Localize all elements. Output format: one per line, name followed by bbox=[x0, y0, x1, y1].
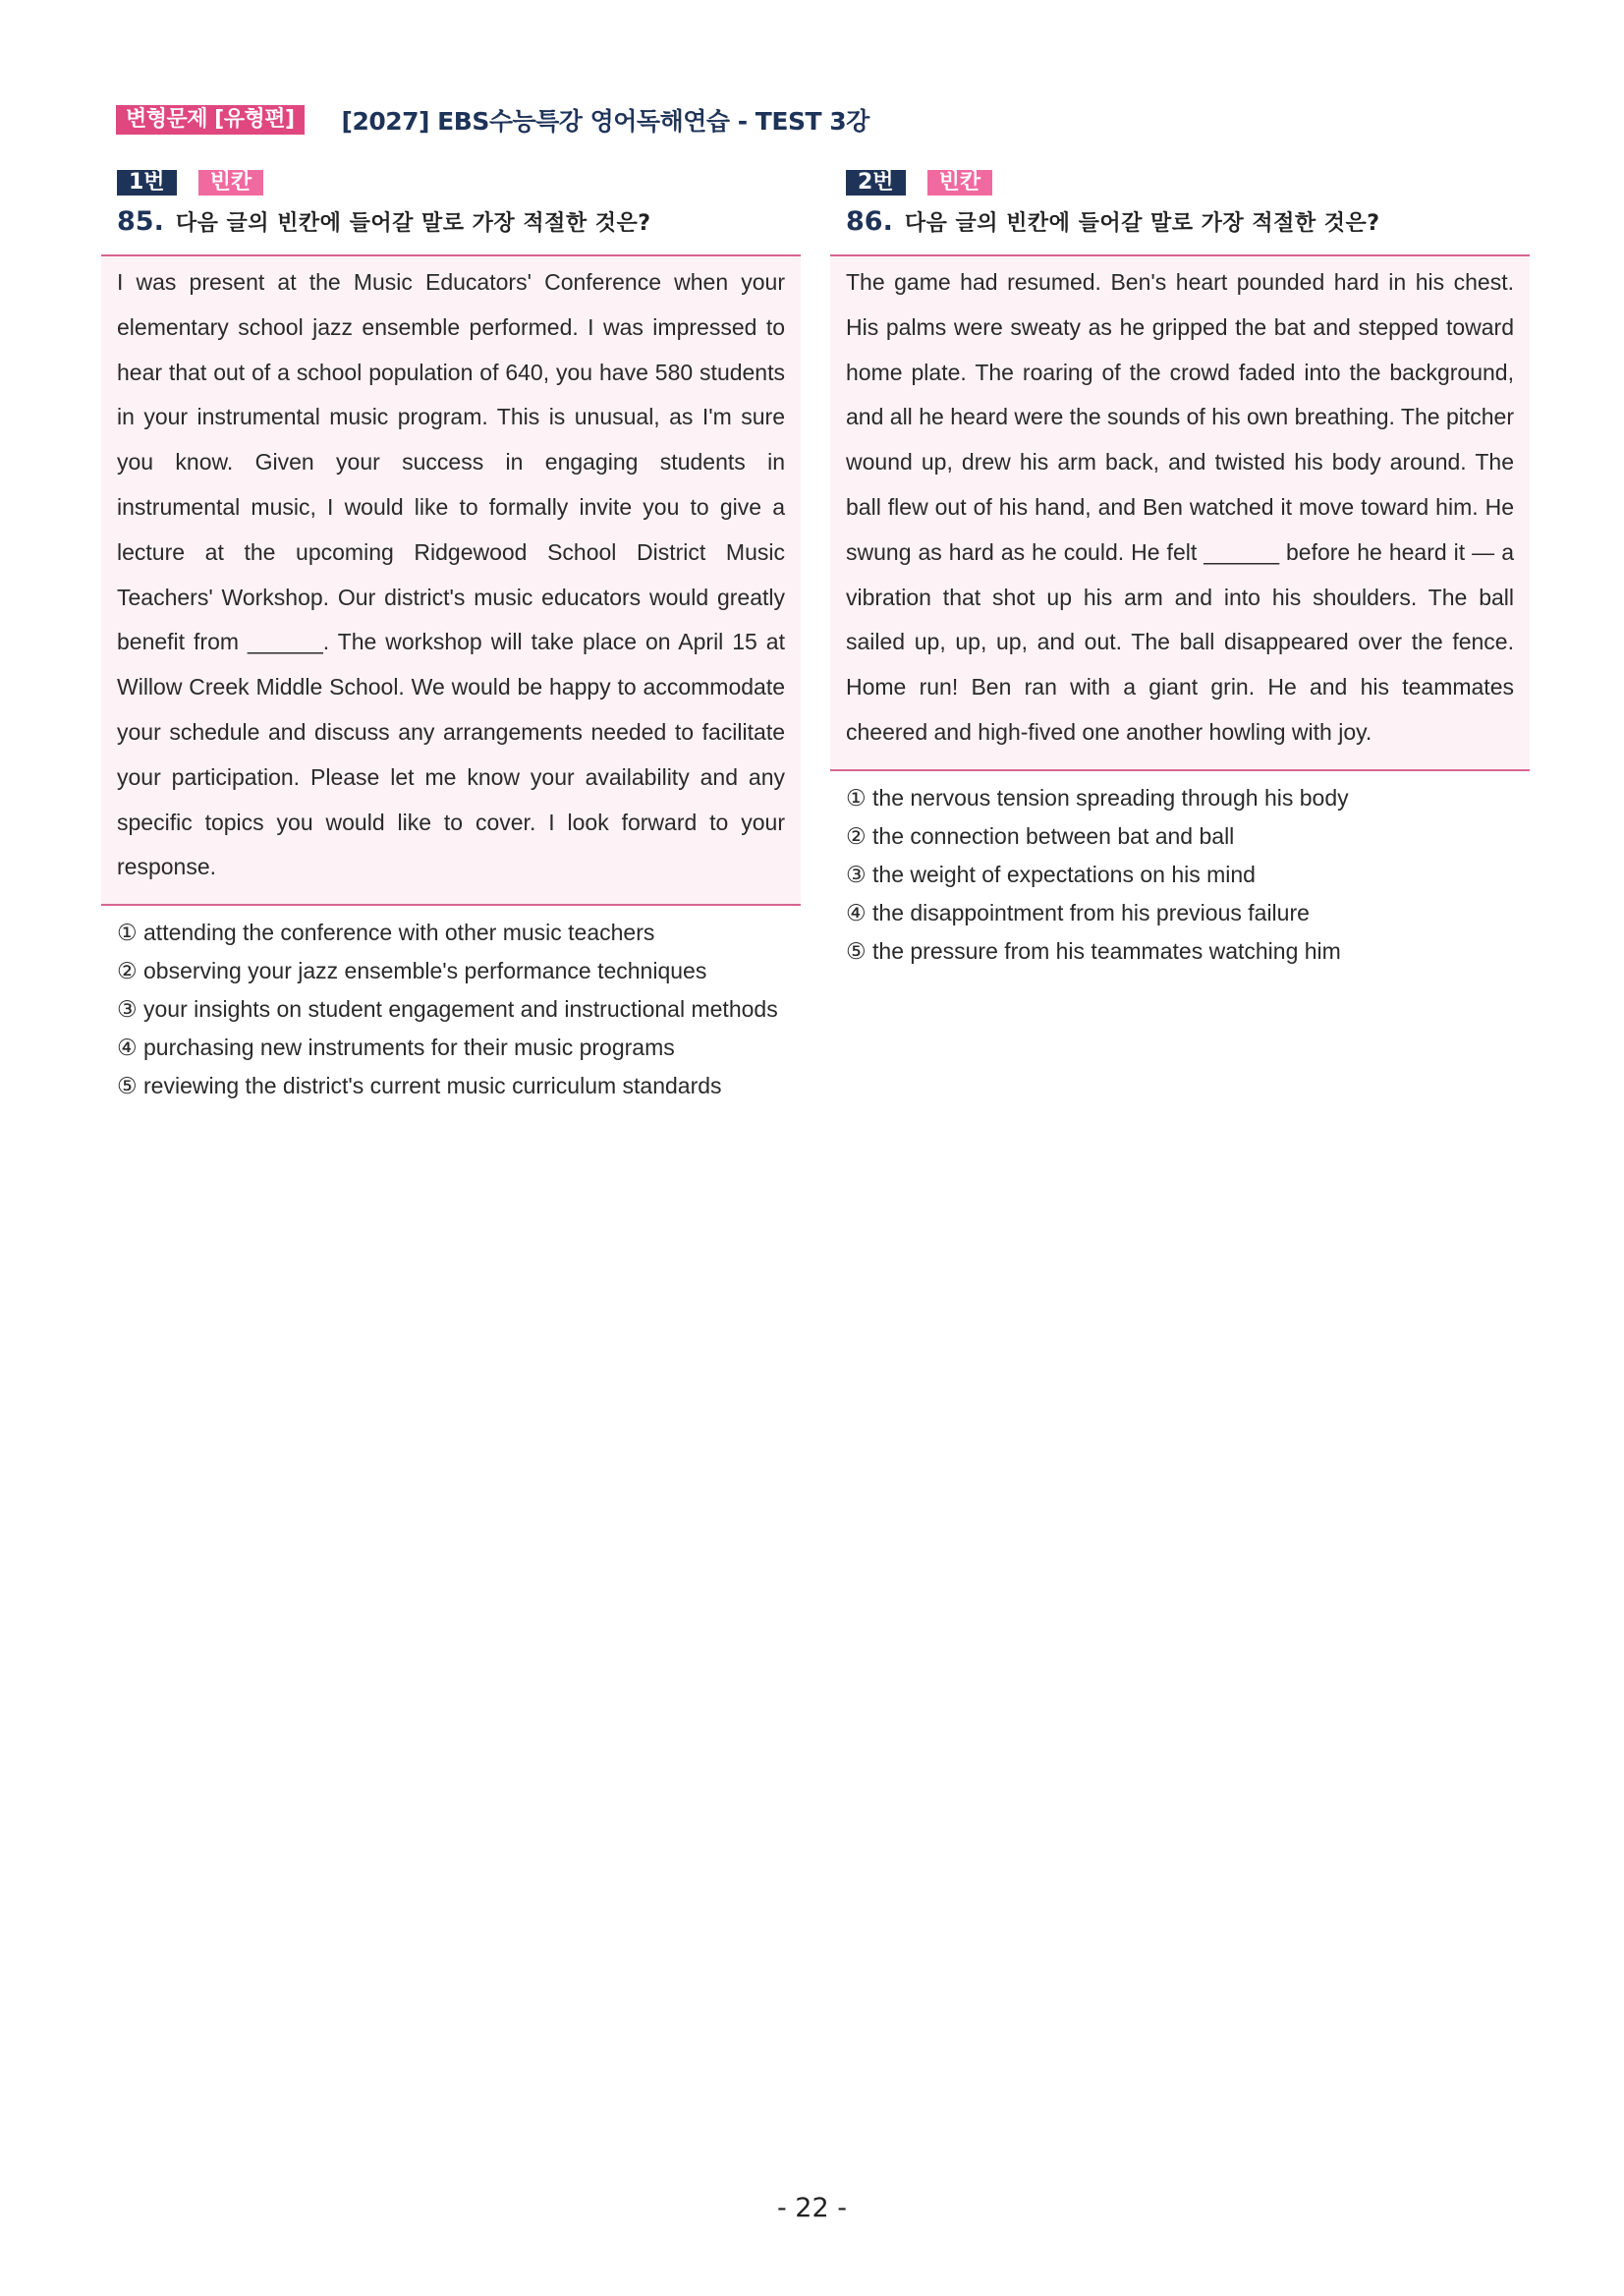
answer-choice-1: ① attending the conference with other music teachers bbox=[117, 920, 655, 946]
question-86-column bbox=[830, 169, 1530, 971]
answer-choice-4: ④ purchasing new instruments for their music programs bbox=[117, 1035, 675, 1061]
page-number: - 22 - bbox=[776, 2193, 847, 2223]
variant-badge: 변형문제 [유형편] bbox=[116, 105, 305, 135]
question-index-tag: 1번 bbox=[117, 170, 177, 196]
question-tags bbox=[846, 169, 1530, 196]
question-passage: I was present at the Music Educators' Conference when your elementary school jazz ensemble performed. I was impressed to hear that out of a school population of 640, you have 580 students in your instrumental music program. This is unusual, as I'm sure you know. Given your success in engaging students in instrumental music, I would like to formally invite you to give a lecture at the upcoming Ridgewood School District Music Teachers' Workshop. Our district's music educators would greatly benefit from ______. The workshop will take place on April 15 at Willow Creek Middle School. We would be happy to accommodate your schedule and discuss any arrangements needed to facilitate your participation. Please let me know your availability and any specific topics you would like to cover. I look forward to your response. bbox=[101, 254, 801, 906]
question-passage: The game had resumed. Ben's heart pounded hard in his chest. His palms were sweaty as he gripped the bat and stepped toward home plate. The roaring of the crowd faded into the background, and all he heard were the sounds of his own breathing. The pitcher wound up, drew his arm back, and twisted his body around. The ball flew out of his hand, and Ben watched it move toward him. He swung as hard as he could. He felt ______ before he heard it — a vibration that shot up his arm and into his shoulders. The ball sailed up, up, up, and out. The ball disappeared over the fence. Home run! Ben ran with a giant grin. He and his teammates cheered and high-fived one another howling with joy. bbox=[830, 254, 1530, 771]
question-number: 86. bbox=[846, 206, 893, 237]
question-index-tag: 2번 bbox=[846, 170, 906, 196]
document-title: [2027] EBS수능특강 영어독해연습 - TEST 3강 bbox=[341, 107, 869, 136]
question-type-tag: 빈칸 bbox=[198, 170, 264, 196]
answer-choice-3: ③ your insights on student engagement and instructional methods bbox=[117, 996, 778, 1023]
answer-choices bbox=[830, 779, 1530, 971]
answer-choice-5: ⑤ reviewing the district's current music curriculum standards bbox=[117, 1073, 722, 1099]
answer-choice-4: ④ the disappointment from his previous failure bbox=[846, 899, 1310, 925]
question-prompt: 다음 글의 빈칸에 들어갈 말로 가장 적절한 것은? bbox=[904, 211, 1380, 236]
answer-choice-2: ② the connection between bat and ball bbox=[846, 822, 1235, 849]
question-number: 85. bbox=[117, 206, 164, 237]
answer-choice-2: ② observing your jazz ensemble's performance techniques bbox=[117, 958, 707, 984]
answer-choices bbox=[101, 914, 801, 1105]
question-prompt: 다음 글의 빈칸에 들어갈 말로 가장 적절한 것은? bbox=[175, 211, 651, 236]
question-tags bbox=[117, 169, 801, 196]
answer-choice-3: ③ the weight of expectations on his mind bbox=[846, 861, 1256, 887]
question-heading bbox=[846, 206, 1530, 240]
question-85-column bbox=[101, 169, 801, 1105]
question-heading bbox=[117, 206, 801, 240]
answer-choice-1: ① the nervous tension spreading through his body bbox=[846, 784, 1349, 811]
question-type-tag: 빈칸 bbox=[927, 170, 993, 196]
page-header bbox=[116, 103, 869, 137]
answer-choice-5: ⑤ the pressure from his teammates watching him bbox=[846, 937, 1341, 964]
